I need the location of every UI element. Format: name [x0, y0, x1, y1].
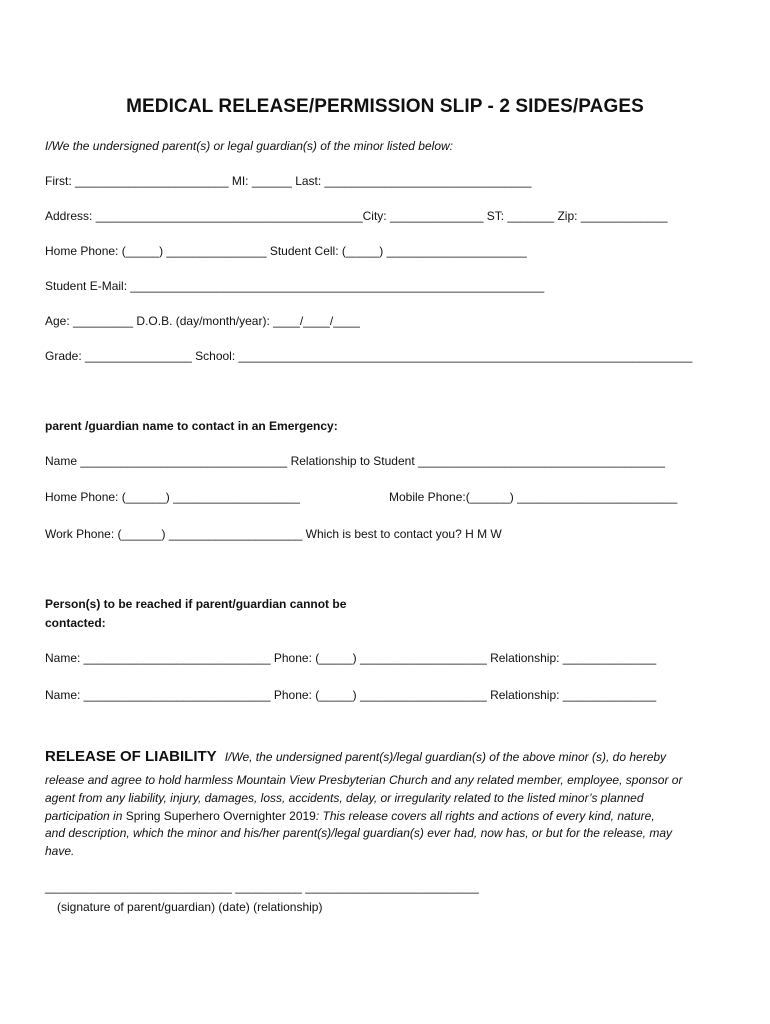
alternate-contact-row[interactable]: Name: ____________________________ Phone: (_____) ___________________ Relationship: ______________: [45, 688, 657, 702]
signature-line[interactable]: ____________________________ __________ __________________________: [45, 880, 479, 894]
release-line: I/We, the undersigned parent(s)/legal guardian(s) of the above minor (s), do hereby: [224, 750, 667, 764]
release-line-post: : This release covers all rights and actions of every kind, nature,: [315, 809, 655, 823]
grade-school-field-line[interactable]: Grade: ________________ School: ____________________________________________________________________: [45, 349, 693, 363]
emergency-mobile-phone[interactable]: Mobile Phone:(______) ________________________: [389, 490, 678, 504]
emergency-heading: parent /guardian name to contact in an Emergency:: [45, 419, 338, 433]
name-field-line[interactable]: First: _______________________ MI: ______ Last: _______________________________: [45, 174, 532, 188]
release-heading: RELEASE OF LIABILITY: [45, 748, 217, 765]
emergency-name-line[interactable]: Name _______________________________ Relationship to Student _____________________________________: [45, 454, 665, 468]
emergency-home-phone[interactable]: Home Phone: (______) ___________________: [45, 490, 300, 504]
signature-caption: (signature of parent/guardian) (date) (relationship): [57, 900, 323, 914]
event-name: Spring Superhero Overnighter 2019: [125, 809, 316, 823]
intro-text: I/We the undersigned parent(s) or legal guardian(s) of the minor listed below:: [45, 139, 453, 153]
release-line: and description, which the minor and his/her parent(s)/legal guardian(s) ever had, now has, or but for the release, may: [45, 826, 672, 840]
email-field-line[interactable]: Student E-Mail: ______________________________________________________________: [45, 279, 545, 293]
release-line: release and agree to hold harmless Mountain View Presbyterian Church and any related member, employee, sponsor or: [45, 773, 683, 787]
address-field-line[interactable]: Address: ________________________________________City: ______________ ST: _______ Zip: _____________: [45, 209, 668, 223]
release-line-pre: participation in: [45, 809, 123, 823]
age-dob-field-line[interactable]: Age: _________ D.O.B. (day/month/year): ____/____/____: [45, 314, 360, 328]
release-line: have.: [45, 844, 75, 858]
release-of-liability: [45, 748, 666, 765]
release-line-event: [45, 809, 655, 823]
phone-field-line[interactable]: Home Phone: (_____) _______________ Student Cell: (_____) _____________________: [45, 244, 527, 258]
release-line: agent from any liability, injury, damages, loss, accidents, delay, or irregularity related to the listed minor’s planned: [45, 791, 644, 805]
alternate-contact-heading-cont: contacted:: [45, 616, 106, 630]
page-title: MEDICAL RELEASE/PERMISSION SLIP - 2 SIDES/PAGES: [126, 96, 644, 117]
emergency-work-phone-line[interactable]: Work Phone: (______) ____________________ Which is best to contact you? H M W: [45, 527, 502, 541]
alternate-contact-heading: Person(s) to be reached if parent/guardian cannot be: [45, 597, 347, 611]
alternate-contact-row[interactable]: Name: ____________________________ Phone: (_____) ___________________ Relationship: ______________: [45, 651, 657, 665]
